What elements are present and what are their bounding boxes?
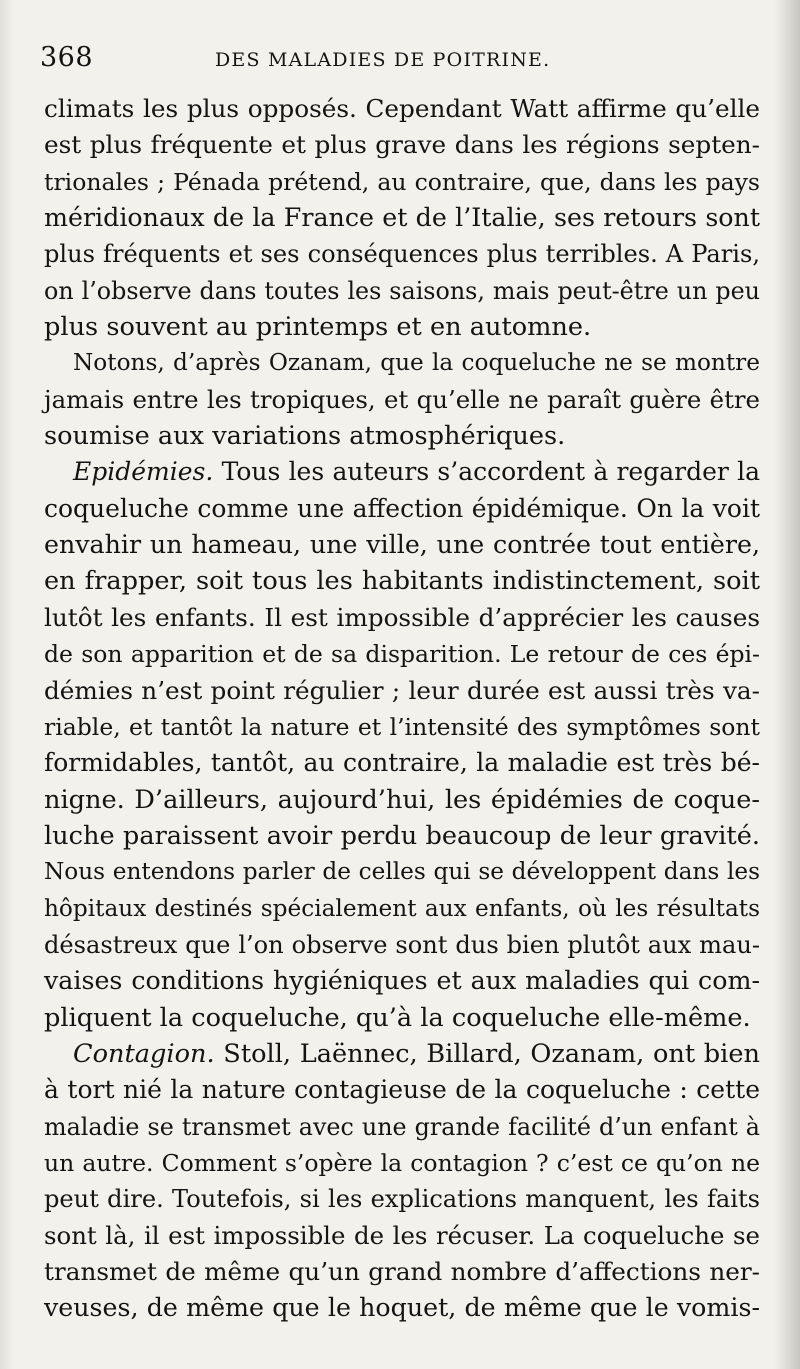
- text-line: [44, 782, 760, 818]
- page-gutter-shadow: [0, 0, 14, 1369]
- page-edge-shadow: [774, 0, 800, 1369]
- text-line: [44, 236, 760, 272]
- line-text: démies n’est point régulier ; leur durée est aussi très va-: [44, 675, 760, 705]
- text-line: [44, 563, 760, 599]
- text-line-paragraph-end: [44, 309, 760, 345]
- text-line: [44, 382, 760, 418]
- text-line: [44, 91, 760, 127]
- line-text: de son apparition et de sa disparition. Le retour de ces épi-: [44, 640, 760, 669]
- text-line: [44, 1072, 760, 1108]
- text-line: [44, 164, 760, 200]
- text-line-paragraph-end: [44, 1000, 760, 1036]
- page-number: 368: [40, 42, 94, 73]
- line-text: jamais entre les tropiques, et qu’elle ne paraît guère être: [44, 384, 760, 414]
- text-line: [44, 1145, 760, 1181]
- line-text: Nous entendons parler de celles qui se développent dans les: [44, 858, 760, 886]
- line-text: riable, et tantôt la nature et l’intensité des symptômes sont: [44, 712, 760, 741]
- text-line: [44, 1254, 760, 1290]
- line-text: sont là, il est impossible de les récuser. La coqueluche se: [44, 1220, 760, 1250]
- line-text: en frapper, soit tous les habitants indistinctement, soit: [44, 566, 760, 597]
- running-title: DES MALADIES DE POITRINE.: [215, 49, 551, 71]
- running-head: [40, 42, 760, 76]
- line-text: à tort nié la nature contagieuse de la coqueluche : cette: [44, 1075, 760, 1105]
- text-line: [44, 854, 760, 890]
- line-text: Tous les auteurs s’accordent à regarder la: [213, 457, 760, 487]
- line-text: transmet de même qu’un grand nombre d’affections ner-: [44, 1257, 760, 1286]
- text-line: [44, 745, 760, 781]
- line-text: lutôt les enfants. Il est impossible d’apprécier les causes: [44, 602, 760, 632]
- line-text: hôpitaux destinés spécialement aux enfants, où les résultats: [44, 894, 760, 922]
- line-text: est plus fréquente et plus grave dans les régions septen-: [44, 130, 760, 160]
- text-line: [44, 273, 760, 309]
- line-text: formidables, tantôt, au contraire, la maladie est très bé-: [44, 748, 760, 778]
- text-line: [44, 200, 760, 236]
- text-line: [44, 1109, 760, 1145]
- text-line: [44, 636, 760, 672]
- line-text: coqueluche comme une affection épidémique. On la voit: [44, 493, 760, 523]
- text-line-paragraph-end: [44, 418, 760, 454]
- text-line: [44, 491, 760, 527]
- line-text: peut dire. Toutefois, si les explications manquent, les faits: [44, 1185, 760, 1214]
- line-text: soumise aux variations atmosphériques.: [44, 421, 566, 452]
- text-line: [44, 927, 760, 963]
- text-line: [44, 127, 760, 163]
- text-line-section-start: [44, 454, 760, 490]
- line-text: climats les plus opposés. Cependant Watt affirme qu’elle: [44, 94, 760, 123]
- line-text: plus fréquents et ses conséquences plus terribles. A Paris,: [44, 240, 760, 269]
- text-line: [44, 1290, 760, 1326]
- text-line-paragraph-start: [44, 345, 760, 381]
- text-line: [44, 891, 760, 927]
- text-line: [44, 673, 760, 709]
- text-line: [44, 1181, 760, 1217]
- line-text: nigne. D’ailleurs, aujourd’hui, les épidémies de coque-: [44, 784, 760, 815]
- section-heading-contagion: Contagion.: [73, 1038, 215, 1069]
- text-line: [44, 963, 760, 999]
- line-text: trionales ; Pénada prétend, au contraire, que, dans les pays: [44, 167, 760, 196]
- line-text: luche paraissent avoir perdu beaucoup de leur gravité.: [44, 820, 760, 851]
- line-text: maladie se transmet avec une grande facilité d’un enfant à: [44, 1112, 760, 1141]
- text-line: [44, 527, 760, 563]
- body-text: [44, 91, 760, 1327]
- text-line: [44, 600, 760, 636]
- line-text: méridionaux de la France et de l’Italie, ses retours sont: [44, 203, 760, 233]
- line-text: un autre. Comment s’opère la contagion ? c’est ce qu’on ne: [44, 1148, 760, 1177]
- line-text: envahir un hameau, une ville, une contrée tout entière,: [44, 530, 760, 560]
- line-text: vaises conditions hygiéniques et aux maladies qui com-: [44, 966, 760, 996]
- line-text: plus souvent au printemps et en automne.: [44, 312, 592, 343]
- text-line: [44, 709, 760, 745]
- section-heading-epidemies: Epidémies.: [73, 457, 214, 487]
- line-text: Notons, d’après Ozanam, que la coqueluche ne se montre: [73, 349, 760, 377]
- line-text: on l’observe dans toutes les saisons, mais peut-être un peu: [44, 276, 760, 305]
- line-text: Stoll, Laënnec, Billard, Ozanam, ont bien: [214, 1038, 760, 1069]
- line-text: désastreux que l’on observe sont dus bien plutôt aux mau-: [44, 930, 760, 959]
- text-line: [44, 1218, 760, 1254]
- line-text: veuses, de même que le hoquet, de même que le vomis-: [44, 1293, 760, 1323]
- text-line-section-start: [44, 1036, 760, 1072]
- line-text: pliquent la coqueluche, qu’à la coqueluche elle-même.: [44, 1002, 751, 1033]
- text-line: [44, 818, 760, 854]
